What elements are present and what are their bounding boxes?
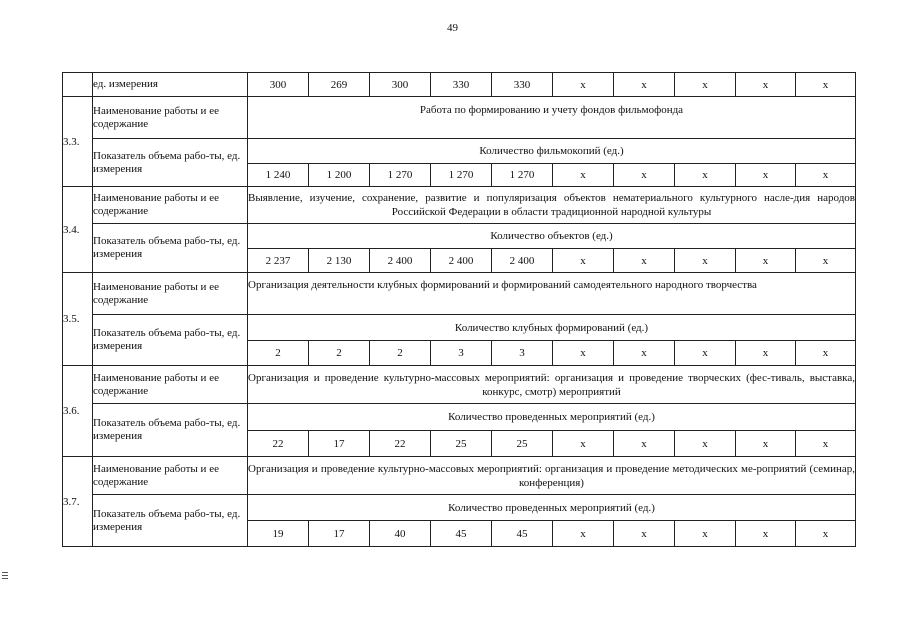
- value-cell: 25: [431, 431, 492, 457]
- indicator-text: Количество объектов (ед.): [248, 224, 856, 249]
- indicator-label: Показатель объема рабо-ты, ед. измерения: [93, 404, 248, 457]
- value-cell: 2 400: [431, 249, 492, 273]
- work-name-label: Наименование работы и ее содержание: [93, 97, 248, 139]
- scan-margin-marks: [2, 572, 8, 581]
- table-row: [63, 187, 856, 224]
- indicator-text: Количество клубных формирований (ед.): [248, 315, 856, 341]
- section-number: 3.6.: [63, 366, 93, 457]
- value-cell: 17: [309, 521, 370, 547]
- value-cell: x: [736, 521, 796, 547]
- value-cell: x: [796, 249, 856, 273]
- value-cell: 2 237: [248, 249, 309, 273]
- work-name-label: Наименование работы и ее содержание: [93, 457, 248, 495]
- indicators-table: [62, 72, 856, 547]
- table-row: [63, 404, 856, 431]
- value-cell: 1 270: [370, 164, 431, 187]
- indicator-label: Показатель объема рабо-ты, ед. измерения: [93, 495, 248, 547]
- value-cell: 3: [431, 341, 492, 366]
- value-cell: x: [553, 341, 614, 366]
- value-cell: 330: [492, 73, 553, 97]
- section-number: 3.3.: [63, 97, 93, 187]
- value-cell: 1 240: [248, 164, 309, 187]
- value-cell: 3: [492, 341, 553, 366]
- value-cell: 1 200: [309, 164, 370, 187]
- value-cell: 1 270: [492, 164, 553, 187]
- value-cell: 45: [431, 521, 492, 547]
- value-cell: 22: [248, 431, 309, 457]
- value-cell: 300: [248, 73, 309, 97]
- value-cell: x: [796, 164, 856, 187]
- indicator-text: Количество проведенных мероприятий (ед.): [248, 495, 856, 521]
- value-cell: x: [675, 164, 736, 187]
- value-cell: 40: [370, 521, 431, 547]
- value-cell: x: [614, 73, 675, 97]
- value-cell: x: [553, 521, 614, 547]
- table-row: [63, 366, 856, 404]
- value-cell: x: [614, 341, 675, 366]
- value-cell: x: [675, 341, 736, 366]
- value-cell: 2 400: [370, 249, 431, 273]
- value-cell: 1 270: [431, 164, 492, 187]
- value-cell: x: [796, 521, 856, 547]
- value-cell: x: [796, 431, 856, 457]
- value-cell: x: [736, 164, 796, 187]
- indicator-text: Количество фильмокопий (ед.): [248, 139, 856, 164]
- value-cell: 45: [492, 521, 553, 547]
- value-cell: x: [675, 249, 736, 273]
- value-cell: 2: [309, 341, 370, 366]
- value-cell: 17: [309, 431, 370, 457]
- indicator-label: Показатель объема рабо-ты, ед. измерения: [93, 224, 248, 273]
- table-row: [63, 495, 856, 521]
- work-name-text: Организация и проведение культурно-массовых мероприятий: организация и проведение творческих (фес-тиваль, выставка, конкурс, смотр) мероприятий: [248, 366, 856, 404]
- page-number: 49: [447, 22, 458, 34]
- value-cell: x: [614, 164, 675, 187]
- value-cell: x: [553, 73, 614, 97]
- value-cell: 2 400: [492, 249, 553, 273]
- work-name-label: Наименование работы и ее содержание: [93, 366, 248, 404]
- value-cell: x: [675, 431, 736, 457]
- value-cell: 2: [370, 341, 431, 366]
- table-row: [63, 273, 856, 315]
- value-cell: x: [796, 341, 856, 366]
- table-row: [63, 97, 856, 139]
- value-cell: x: [553, 249, 614, 273]
- value-cell: x: [553, 164, 614, 187]
- table-row: [63, 73, 856, 97]
- section-number: 3.5.: [63, 273, 93, 366]
- indicator-label: Показатель объема рабо-ты, ед. измерения: [93, 315, 248, 366]
- value-cell: 300: [370, 73, 431, 97]
- work-name-text: Выявление, изучение, сохранение, развитие и популяризация объектов нематериального культурного насле-дия народов Российской Федерации в области традиционной народной культуры: [248, 187, 856, 224]
- value-cell: x: [553, 431, 614, 457]
- value-cell: 269: [309, 73, 370, 97]
- value-cell: x: [614, 431, 675, 457]
- value-cell: x: [736, 73, 796, 97]
- value-cell: x: [736, 431, 796, 457]
- value-cell: x: [796, 73, 856, 97]
- indicator-label: Показатель объема рабо-ты, ед. измерения: [93, 139, 248, 187]
- value-cell: 19: [248, 521, 309, 547]
- work-name-label: Наименование работы и ее содержание: [93, 187, 248, 224]
- value-cell: 330: [431, 73, 492, 97]
- table-row: [63, 139, 856, 164]
- section-number: 3.4.: [63, 187, 93, 273]
- value-cell: 25: [492, 431, 553, 457]
- value-cell: x: [736, 341, 796, 366]
- section-number: 3.7.: [63, 457, 93, 547]
- table-row: [63, 457, 856, 495]
- indicator-text: Количество проведенных мероприятий (ед.): [248, 404, 856, 431]
- table-row: [63, 315, 856, 341]
- value-cell: x: [675, 73, 736, 97]
- value-cell: 2: [248, 341, 309, 366]
- value-cell: 22: [370, 431, 431, 457]
- work-name-label: Наименование работы и ее содержание: [93, 273, 248, 315]
- table-row: [63, 224, 856, 249]
- value-cell: 2 130: [309, 249, 370, 273]
- value-cell: x: [736, 249, 796, 273]
- number-cell: [63, 73, 93, 97]
- work-name-text: Организация и проведение культурно-массовых мероприятий: организация и проведение методических ме-роприятий (семинар, конференция): [248, 457, 856, 495]
- work-name-text: Организация деятельности клубных формирований и формирований самодеятельного народного творчества: [248, 273, 856, 315]
- value-cell: x: [675, 521, 736, 547]
- work-name-text: Работа по формированию и учету фондов фильмофонда: [248, 97, 856, 139]
- unit-label: ед. измерения: [93, 73, 248, 97]
- value-cell: x: [614, 249, 675, 273]
- value-cell: x: [614, 521, 675, 547]
